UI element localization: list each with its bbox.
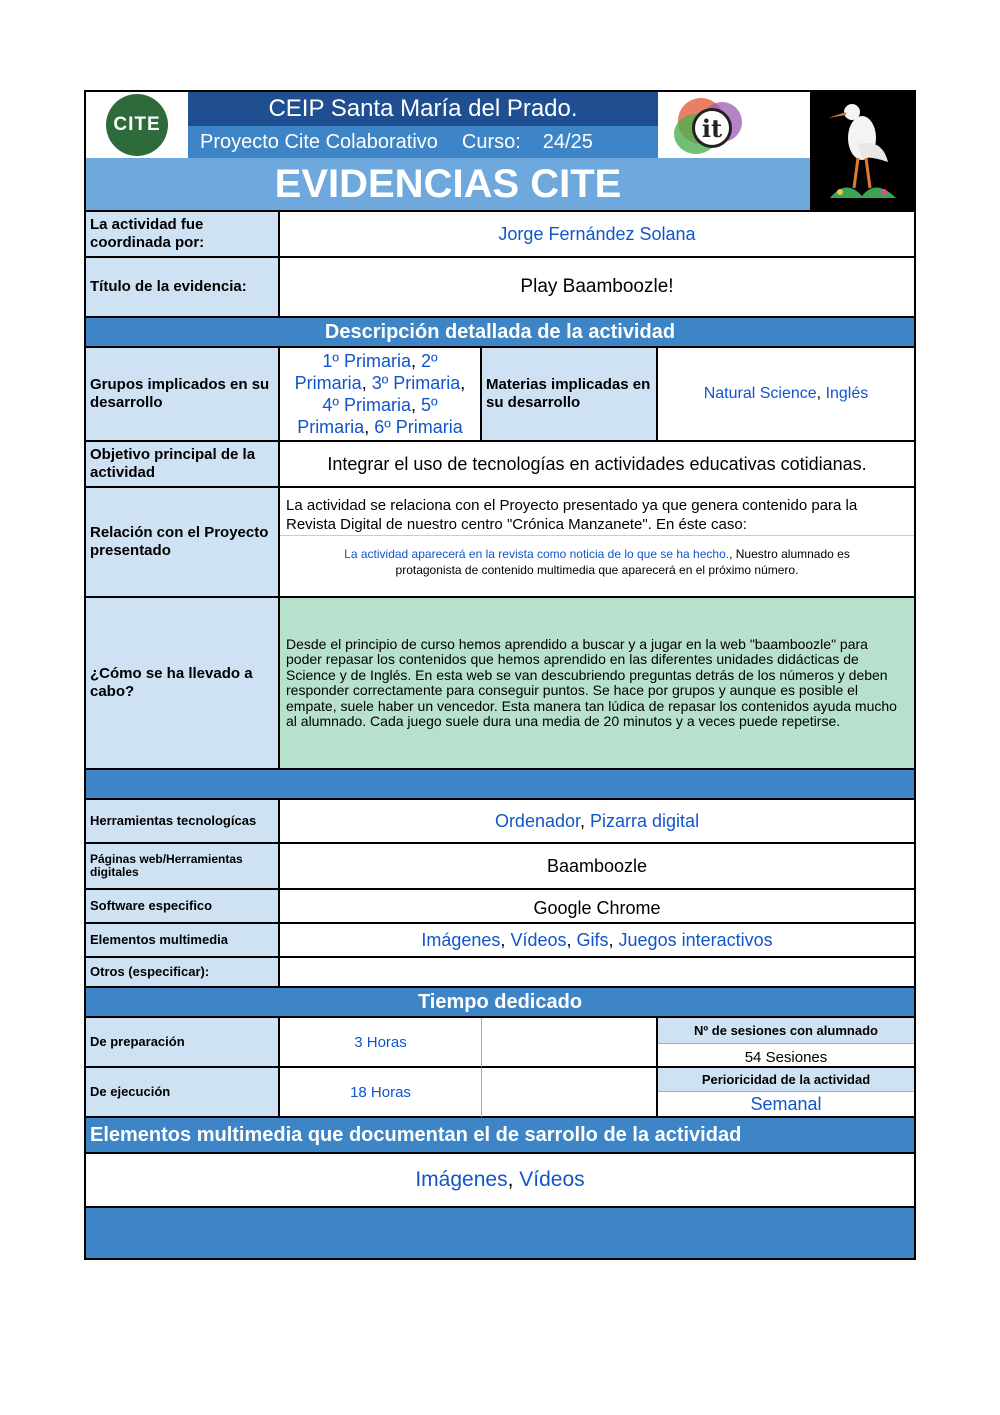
groups-label: Grupos implicados en su desarrollo	[86, 348, 280, 442]
tool-item: Pizarra digital	[590, 810, 700, 831]
periodicity-value: Semanal	[658, 1092, 914, 1118]
group-item: 2º Primaria	[294, 351, 438, 393]
evidence-sheet	[84, 90, 916, 1260]
group-item: 3º Primaria	[371, 373, 461, 393]
how-text: Desde el principio de curso hemos aprendido a buscar y a jugar en la web "baamboozle" para poder repasar los contenidos que hemos aprendido en las diferentes unidades didácticas de Science y de Inglés. En esta web se van descubriendo preguntas detrás de los números y deben responder correctamente para conseguir puntos. Se hace por grupos y aunque es posible el empate, suele haber un vencedor. Esta manera tan lúdica de repasar los contenidos ayuda mucho al alumnado. Cada juego suele dura una media de 20 minutos y a veces puede repetirse.	[280, 598, 914, 770]
cite-logo	[86, 92, 188, 158]
stork-mascot-image	[810, 92, 916, 210]
evidence-title-value: Play Baamboozle!	[280, 258, 914, 318]
multimedia-item: Juegos interactivos	[618, 929, 773, 950]
web-tools-label: Páginas web/Herramientas digitales	[86, 844, 280, 890]
multimedia-item: Gifs	[576, 929, 609, 950]
execution-value: 18 Horas	[280, 1068, 482, 1118]
relation-note-rest: , Nuestro alumnado es protagonista de contenido multimedia que aparecerá en el próximo número.	[395, 547, 850, 577]
course-label: Curso:	[461, 130, 521, 153]
multimedia-label: Elementos multimedia	[86, 924, 280, 958]
group-item: 4º Primaria	[322, 395, 411, 415]
project-name: Proyecto Cite Colaborativo	[200, 130, 438, 153]
how-label: ¿Cómo se ha llevado a cabo?	[86, 598, 280, 770]
course-value: 24/25	[542, 130, 593, 153]
software-value: Google Chrome	[280, 890, 914, 924]
subjects-label: Materias implicadas en su desarrollo	[482, 348, 658, 442]
time-header: Tiempo dedicado	[86, 988, 914, 1018]
preparation-label: De preparación	[86, 1018, 280, 1068]
relation-label: Relación con el Proyecto presentado	[86, 488, 280, 598]
description-header: Descripción detallada de la actividad	[86, 318, 914, 348]
groups-value: 1º Primaria, 2º Primaria, 3º Primaria, 4º Primaria, 5º Primaria, 6º Primaria	[280, 348, 482, 442]
execution-empty-cell	[482, 1068, 658, 1118]
coordinator-label: La actividad fue coordinada por:	[86, 212, 280, 258]
spacer-band	[86, 770, 914, 800]
evidence-title-label: Título de la evidencia:	[86, 258, 280, 318]
sessions-value: 54 Sesiones	[658, 1044, 914, 1068]
relation-note	[280, 536, 914, 578]
documenting-item: Vídeos	[519, 1168, 585, 1191]
tool-item: Ordenador	[494, 810, 580, 831]
execution-label: De ejecución	[86, 1068, 280, 1118]
preparation-empty-cell	[482, 1018, 658, 1068]
group-item: 1º Primaria	[322, 351, 411, 371]
it-logo-text: it	[701, 113, 723, 143]
multimedia-value: Imágenes, Vídeos, Gifs, Juegos interactivos	[280, 924, 914, 958]
others-value	[280, 958, 914, 988]
subjects-value: Natural Science, Inglés	[658, 348, 914, 442]
sessions-label: Nº de sesiones con alumnado	[658, 1018, 914, 1044]
documenting-value: Imágenes, Vídeos	[86, 1154, 914, 1208]
coordinator-value: Jorge Fernández Solana	[280, 212, 914, 258]
others-label: Otros (especificar):	[86, 958, 280, 988]
documenting-item: Imágenes	[415, 1168, 508, 1191]
group-item: 5º Primaria	[297, 395, 438, 437]
school-name: CEIP Santa María del Prado.	[188, 92, 658, 126]
documenting-header: Elementos multimedia que documentan el de sarrollo de la actividad	[86, 1118, 914, 1154]
software-label: Software especifico	[86, 890, 280, 924]
footer-band	[86, 1208, 914, 1258]
relation-note-link: La actividad aparecerá en la revista como noticia de lo que se ha hecho.	[344, 547, 730, 561]
main-title: EVIDENCIAS CITE	[86, 158, 810, 210]
preparation-value: 3 Horas	[280, 1018, 482, 1068]
subject-item: Natural Science	[703, 385, 817, 402]
relation-cell	[280, 488, 914, 598]
it-logo	[658, 92, 810, 158]
project-row	[188, 126, 658, 158]
periodicity-label: Perioricidad de la actividad	[658, 1068, 914, 1092]
multimedia-item: Vídeos	[510, 929, 567, 950]
relation-text: La actividad se relaciona con el Proyecto presentado ya que genera contenido para la Revista Digital de nuestro centro "Crónica Manzanete". En éste caso:	[280, 488, 914, 536]
multimedia-item: Imágenes	[421, 929, 501, 950]
tools-label: Herramientas tecnologícas	[86, 800, 280, 844]
tools-value: Ordenador, Pizarra digital	[280, 800, 914, 844]
subject-item: Inglés	[825, 385, 869, 402]
objective-value: Integrar el uso de tecnologías en actividades educativas cotidianas.	[280, 442, 914, 488]
group-item: 6º Primaria	[374, 417, 463, 437]
objective-label: Objetivo principal de la actividad	[86, 442, 280, 488]
web-tools-value: Baamboozle	[280, 844, 914, 890]
cite-logo-text: CITE	[113, 114, 161, 135]
